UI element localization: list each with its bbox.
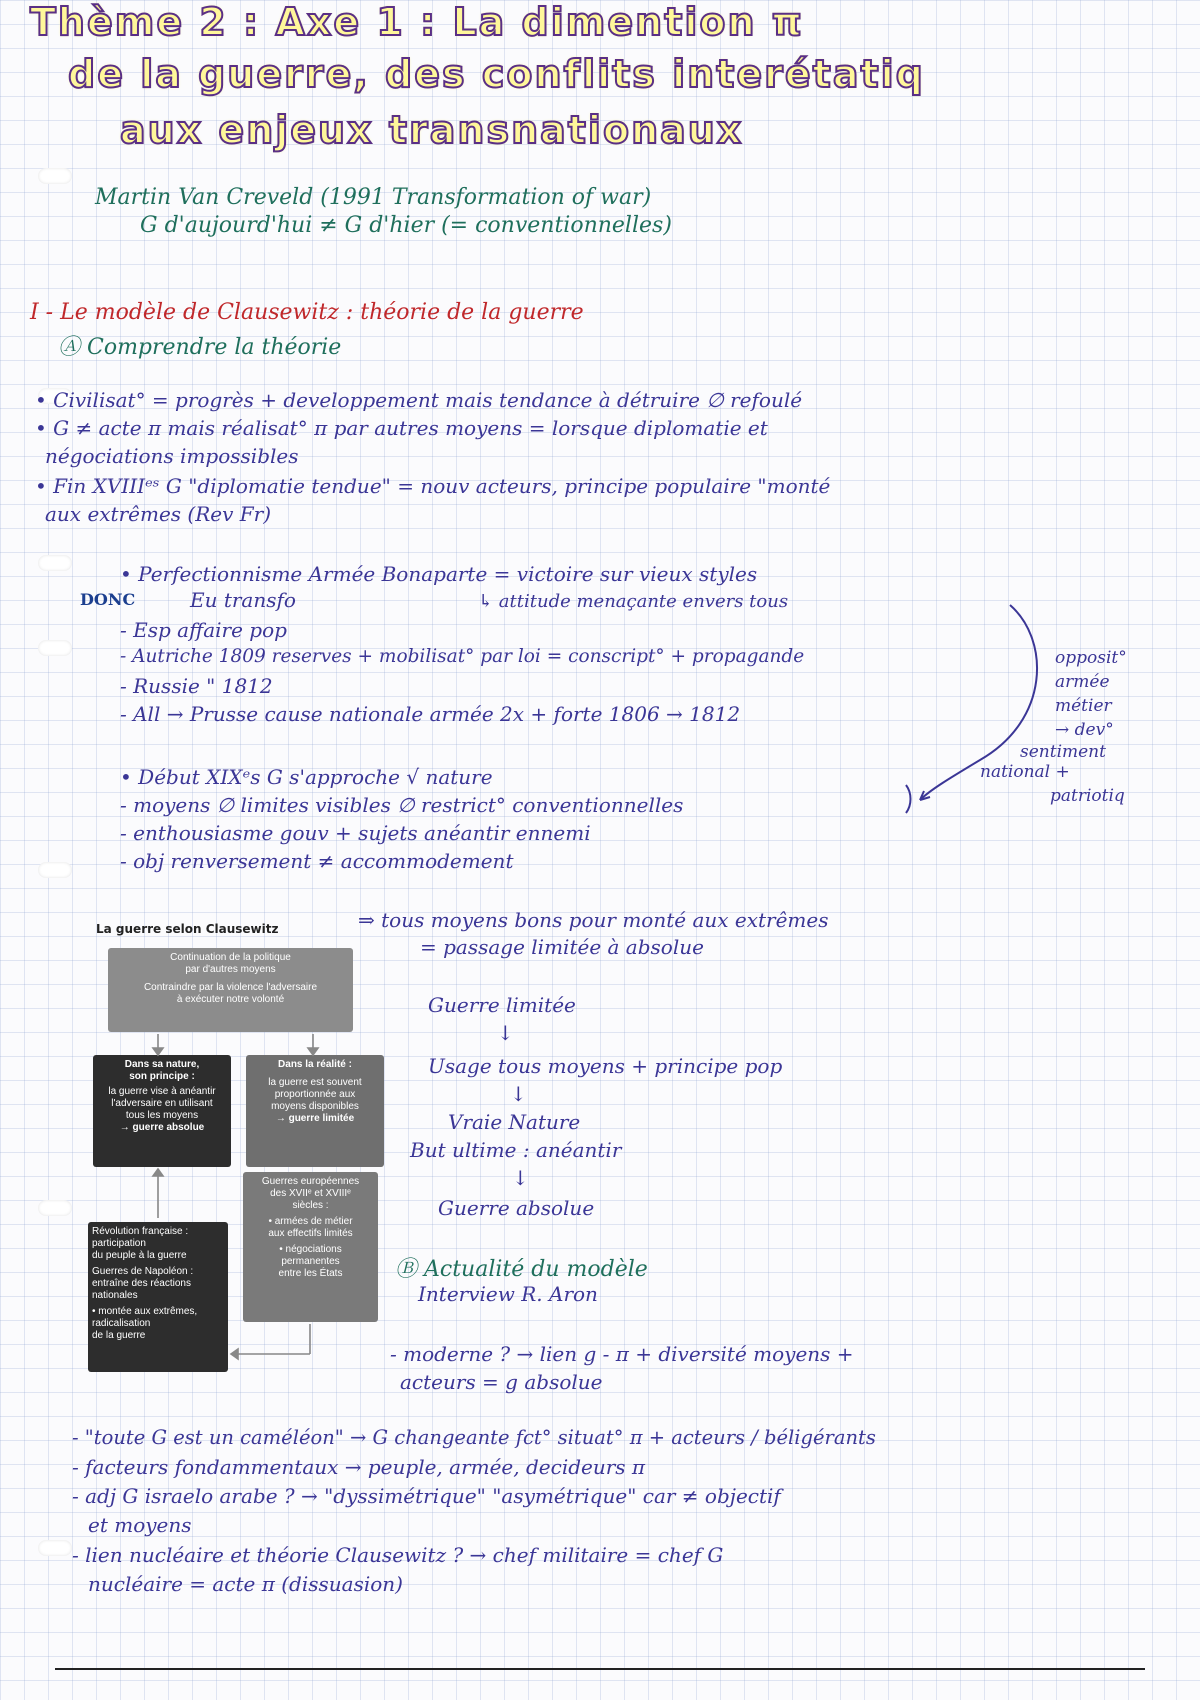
list1-item: - Esp affaire pop <box>120 618 287 642</box>
diagram-text: des XVIIᵉ et XVIIIᵉ <box>270 1188 351 1199</box>
diagram-text: entraîne des réactions <box>92 1278 191 1289</box>
page-bottom-rule <box>55 1668 1145 1670</box>
bullet-line: négociations impossibles <box>45 444 299 468</box>
diagram-text: par d'autres moyens <box>185 964 276 975</box>
diagram-text: participation <box>92 1238 146 1249</box>
final-list-item: - lien nucléaire et théorie Clausewitz ? → chef militaire = chef G <box>72 1543 724 1567</box>
diagram-text: • montée aux extrêmes, <box>92 1306 198 1317</box>
list2-item: - moyens ∅ limites visibles ∅ restrict° conventionnelles <box>120 793 684 817</box>
attitude-line: ↳ attitude menaçante envers tous <box>478 591 789 612</box>
diagram-arrows <box>88 910 388 1400</box>
side-note-line: national + <box>980 762 1070 782</box>
diagram-text: radicalisation <box>92 1318 151 1329</box>
bullet-line: aux extrêmes (Rev Fr) <box>45 502 272 526</box>
diagram-text: entre les États <box>278 1268 343 1279</box>
interview-line: Interview R. Aron <box>418 1282 598 1306</box>
flow-arrow: ↓ <box>510 1082 527 1106</box>
bullet-line: • Civilisat° = progrès + developpement mais tendance à détruire ∅ refoulé <box>35 388 803 412</box>
diagram-text: proportionnée aux <box>274 1089 356 1100</box>
page-title-line-3: aux enjeux transnationaux <box>120 108 744 152</box>
bullet-line: • Fin XVIIIᵉˢ G "diplomatie tendue" = nouv acteurs, principe populaire "monté <box>35 474 831 498</box>
flow-item: Guerre absolue <box>438 1196 595 1220</box>
list1-item: - Autriche 1809 reserves + mobilisat° par loi = conscript° + propagande <box>120 646 805 667</box>
diagram-text: Contraindre par la violence l'adversaire <box>143 982 318 993</box>
diagram-text: aux effectifs limités <box>268 1228 353 1239</box>
diagram-text: la guerre vise à anéantir <box>108 1086 216 1097</box>
diagram-text: → guerre limitée <box>275 1113 355 1124</box>
diagram-text: son principe : <box>129 1071 195 1082</box>
final-list-item: et moyens <box>88 1513 192 1537</box>
page-title-line-1: Thème 2 : Axe 1 : La dimention π <box>30 0 804 44</box>
donc-label: DONC <box>80 590 136 609</box>
diagram-text: la guerre est souvent <box>268 1077 362 1088</box>
diagram-text: • négociations <box>279 1244 342 1255</box>
section-heading: I - Le modèle de Clausewitz : théorie de la guerre <box>30 300 584 325</box>
side-arrow <box>900 600 1050 820</box>
subsection-a-heading: Ⓐ Comprendre la théorie <box>58 335 342 360</box>
flow-arrow: ↓ <box>512 1166 529 1190</box>
diagram-text: → guerre absolue <box>119 1122 205 1133</box>
intro-line-2: G d'aujourd'hui ≠ G d'hier (= conventionnelles) <box>140 213 672 238</box>
flow-arrow: ↓ <box>497 1021 514 1045</box>
clausewitz-diagram <box>88 910 388 1400</box>
diagram-title: La guerre selon Clausewitz <box>96 922 279 936</box>
side-note-line: opposit° <box>1055 648 1127 668</box>
diagram-text: à exécuter notre volonté <box>176 994 285 1005</box>
conclusion-line-1: ⇒ tous moyens bons pour monté aux extrêmes <box>358 908 829 932</box>
side-note-line: armée <box>1055 672 1110 692</box>
diagram-text: siècles : <box>292 1200 329 1211</box>
side-note-line: patriotiq <box>1050 786 1125 806</box>
binder-hole <box>38 640 72 656</box>
list2-item: • Début XIXᵉs G s'approche √ nature <box>120 765 493 789</box>
side-note-line: sentiment <box>1020 742 1106 762</box>
diagram-text: • armées de métier <box>268 1216 353 1227</box>
diagram-text: Guerres de Napoléon : <box>92 1266 194 1277</box>
final-list-item: nucléaire = acte π (dissuasion) <box>88 1572 403 1596</box>
final-list-item: - "toute G est un caméléon" → G changeante fct° situat° π + acteurs / béligérants <box>72 1426 876 1449</box>
donc-text: Eu transfo <box>190 588 296 612</box>
diagram-text: du peuple à la guerre <box>92 1250 187 1261</box>
list1-item: - All → Prusse cause nationale armée 2x + forte 1806 → 1812 <box>120 702 741 726</box>
subsection-b-heading: Ⓑ Actualité du modèle <box>395 1257 648 1282</box>
side-note-line: → dev° <box>1055 720 1114 740</box>
side-note-line: métier <box>1055 696 1112 716</box>
diagram-text: Continuation de la politique <box>170 952 291 963</box>
diagram-text: nationales <box>92 1290 138 1301</box>
conclusion-line-2: = passage limitée à absolue <box>420 935 704 959</box>
moderne-line-2: acteurs = g absolue <box>400 1370 603 1394</box>
moderne-line-1: - moderne ? → lien g - π + diversité moyens + <box>390 1342 854 1366</box>
binder-hole <box>38 168 72 184</box>
flow-item: Vraie Nature <box>448 1110 581 1134</box>
diagram-text: Dans sa nature, <box>124 1059 200 1070</box>
list2-item: - enthousiasme gouv + sujets anéantir ennemi <box>120 821 591 845</box>
diagram-text: permanentes <box>281 1256 340 1267</box>
binder-hole <box>38 1200 72 1216</box>
list1-item: - Russie " 1812 <box>120 674 273 698</box>
binder-hole <box>38 862 72 878</box>
diagram-text: de la guerre <box>92 1330 146 1341</box>
page-title-line-2: de la guerre, des conflits interétatiq <box>68 52 925 96</box>
binder-hole <box>38 1540 72 1556</box>
final-list-item: - adj G israelo arabe ? → "dyssimétrique" "asymétrique" car ≠ objectif <box>72 1484 781 1508</box>
bullet-line: • G ≠ acte π mais réalisat° π par autres moyens = lorsque diplomatie et <box>35 416 768 440</box>
diagram-text: Dans la réalité : <box>278 1059 352 1070</box>
binder-hole <box>38 555 72 571</box>
diagram-text: Révolution française : <box>92 1226 189 1237</box>
final-list-item: - facteurs fondammentaux → peuple, armée, decideurs π <box>72 1455 646 1479</box>
flow-item: But ultime : anéantir <box>410 1138 622 1162</box>
diagram-text: l'adversaire en utilisant <box>111 1098 213 1109</box>
diagram-text: tous les moyens <box>125 1110 199 1121</box>
diagram-text: Guerres européennes <box>261 1176 360 1187</box>
diagram-text: moyens disponibles <box>271 1101 359 1112</box>
flow-item: Usage tous moyens + principe pop <box>428 1054 783 1078</box>
intro-line-1: Martin Van Creveld (1991 Transformation of war) <box>95 185 652 210</box>
perfection-line: • Perfectionnisme Armée Bonaparte = victoire sur vieux styles <box>120 562 758 586</box>
flow-item: Guerre limitée <box>428 993 576 1017</box>
list2-item: - obj renversement ≠ accommodement <box>120 849 514 873</box>
